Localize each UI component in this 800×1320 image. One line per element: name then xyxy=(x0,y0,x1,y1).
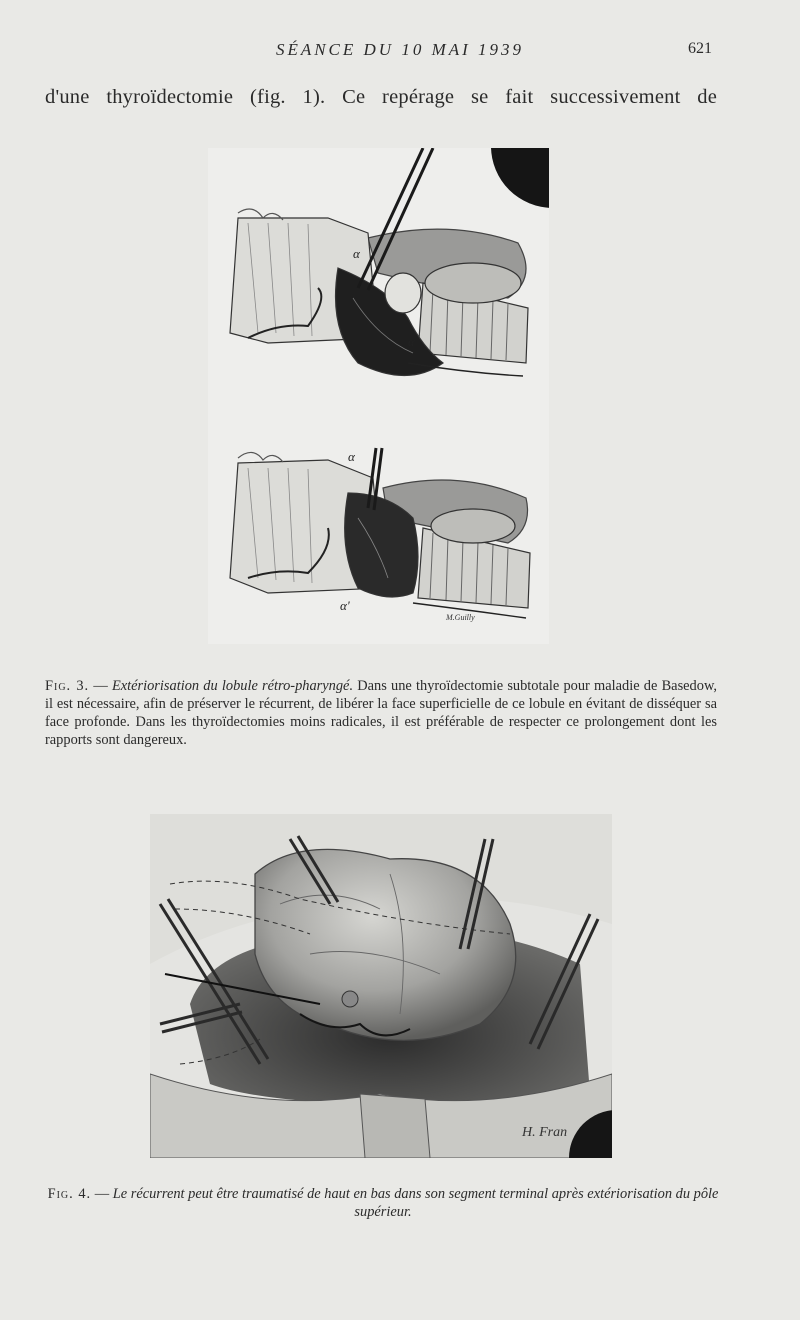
label-alpha-mid: α xyxy=(408,335,415,349)
figure-3-caption-text: Dans une thyroïdectomie subtotale pour maladie de Basedow, il est nécessaire, afin de préserver le récurrent, de libérer la face superficielle de ce lobule en évitant de disséquer sa face profonde. Dans les thyroïdectomies moins radicales, il est préférable de respecter ce prolongement dont les rapports sont dangereux. xyxy=(45,678,718,748)
figure-4-caption-label: Fig. 4. xyxy=(47,1186,92,1202)
upper-neck-drawing xyxy=(230,148,528,376)
label-alpha-prime: α' xyxy=(340,598,350,613)
figure-4-caption xyxy=(45,1185,721,1221)
figure-4-caption-dash: — xyxy=(91,1186,113,1202)
figure-3-caption-label: Fig. 3. xyxy=(45,678,90,694)
figure-3-signature: M.Guilly xyxy=(446,613,475,622)
figure-3-drawing xyxy=(208,148,549,644)
running-head xyxy=(0,40,800,64)
figure-3-caption xyxy=(45,677,717,749)
running-title: SÉANCE DU 10 MAI 1939 xyxy=(275,40,525,59)
body-text-line: d'une thyroïdectomie (fig. 1). Ce repérage se fait successivement de xyxy=(45,86,717,108)
figure-3-illustration xyxy=(208,148,549,644)
retractor xyxy=(360,1094,430,1158)
figure-4-illustration xyxy=(150,814,612,1158)
label-alpha-top: α xyxy=(353,246,360,261)
figure-3-caption-dash: — xyxy=(89,678,112,694)
figure-3-caption-title: Extériorisation du lobule rétro-pharyngé. xyxy=(111,678,354,694)
figure-4-signature: H. Fran xyxy=(522,1125,568,1140)
corner-black-disc xyxy=(491,148,549,208)
label-alpha-lower: α xyxy=(348,449,355,464)
lower-neck-drawing xyxy=(230,448,530,618)
page-number: 621 xyxy=(688,40,712,57)
small-nodule xyxy=(342,991,358,1007)
figure-4-caption-text: Le récurrent peut être traumatisé de haut en bas dans son segment terminal après extériorisation du pôle supérieur. xyxy=(112,1186,719,1220)
figure-4-drawing xyxy=(150,814,612,1158)
